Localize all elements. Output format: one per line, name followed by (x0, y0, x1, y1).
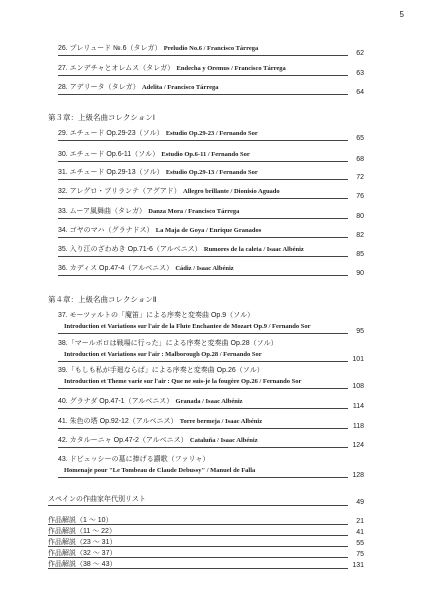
toc-entry-35[interactable] (58, 245, 364, 259)
entry-latin-title: Danza Mora / Francisco Tárrega (148, 208, 240, 215)
entry-page: 76 (356, 193, 364, 200)
entry-latin-title: Preludio No.6 / Francisco Tárrega (163, 45, 259, 52)
leader-rule (58, 94, 348, 95)
entry-latin-title: Estudio Op.6-11 / Fernando Sor (161, 151, 250, 158)
leader-rule (48, 546, 348, 547)
entry-latin-title: Granada / Isaac Albéniz (175, 398, 243, 405)
leader-rule (58, 477, 348, 478)
entry-page: 49 (356, 499, 364, 506)
commentary-entry[interactable] (48, 537, 364, 548)
entry-page: 124 (352, 442, 364, 449)
entry-page: 95 (356, 328, 364, 335)
toc-entry-37[interactable] (58, 311, 364, 335)
toc-entry-42[interactable] (58, 436, 364, 450)
entry-title: 40. グラナダ Op.47-1（アルベニス） (58, 398, 174, 405)
toc-entry-40[interactable] (58, 397, 364, 411)
toc-entry-27[interactable] (58, 64, 364, 78)
leader-rule (58, 198, 348, 199)
entry-latin-title: Estudio Op.29-13 / Fernando Sor (165, 169, 258, 176)
leader-rule (58, 256, 348, 257)
toc-entry-38[interactable] (58, 339, 364, 363)
entry-title: 30. エチュード Op.6-11（ソル） (58, 151, 160, 158)
entry-title: 作品解説（11 ～ 22） (48, 528, 116, 535)
entry-page: 118 (352, 423, 364, 430)
leader-rule (48, 524, 348, 525)
entry-title: 28. アデリータ（タレガ） (58, 84, 140, 91)
entry-title: 36. カディス Op.47-4（アルベニス） (58, 265, 174, 272)
toc-entry-28[interactable] (58, 83, 364, 97)
entry-page: 55 (356, 540, 364, 547)
leader-rule (58, 333, 348, 334)
entry-title: 39.「もしも私が手廻ならば」による序奏と変奏曲 Op.26（ソル） (58, 367, 264, 374)
toc-entry-39[interactable] (58, 366, 364, 390)
entry-title: 29. エチュード Op.29-23（ソル） (58, 130, 164, 137)
entry-latin-title: Endecha y Oremus / Francisco Tárrega (176, 65, 286, 72)
entry-page: 114 (352, 403, 364, 410)
entry-page: 80 (356, 213, 364, 220)
leader-rule (48, 557, 348, 558)
leader-rule (58, 388, 348, 389)
entry-page: 131 (352, 562, 364, 569)
leader-rule (58, 179, 348, 180)
entry-page: 82 (356, 232, 364, 239)
entry-page: 108 (352, 383, 364, 390)
entry-latin-title: Estudio Op.29-23 / Fernando Sor (165, 130, 258, 137)
toc-entry-26[interactable] (58, 44, 364, 58)
leader-rule (58, 447, 348, 448)
entry-page: 68 (356, 156, 364, 163)
leader-rule (58, 275, 348, 276)
entry-title: 作品解説（38 ～ 43） (48, 561, 117, 568)
entry-page: 101 (352, 356, 364, 363)
entry-title: スペインの作曲家年代別リスト (48, 496, 146, 503)
entry-page: 65 (356, 135, 364, 142)
leader-rule (58, 237, 348, 238)
toc-entry-34[interactable] (58, 226, 364, 240)
entry-title: 41. 朱色の塔 Op.92-12（アルベニス） (58, 418, 178, 425)
toc-entry-33[interactable] (58, 207, 364, 221)
entry-latin-title: Introduction et Variations sur l'air de la Flute Enchantee de Mozart Op.9 / Fernando Sor (64, 323, 311, 330)
entry-page: 62 (356, 50, 364, 57)
commentary-entry[interactable] (48, 559, 364, 570)
entry-title: 作品解説（23 ～ 31） (48, 539, 117, 546)
entry-latin-title: Cádiz / Isaac Albéniz (175, 265, 234, 272)
entry-title: 43. ドビュッシーの墓に捧げる讃歌（ファリャ） (58, 456, 210, 463)
chapter-4-heading: 第４章：上級名曲コレクションⅡ (48, 295, 157, 304)
chapter-3-heading: 第３章：上級名曲コレクションⅠ (48, 113, 155, 122)
entry-page: 85 (356, 251, 364, 258)
leader-rule (58, 428, 348, 429)
leader-rule (48, 535, 348, 536)
toc-entry-29[interactable] (58, 129, 364, 143)
entry-page: 90 (356, 270, 364, 277)
entry-latin-title: Allegro brillante / Dionisio Aguado (183, 188, 280, 195)
entry-title: 38.「マールボロは戦場に行った」による序奏と変奏曲 Op.28（ソル） (58, 340, 278, 347)
entry-page: 64 (356, 89, 364, 96)
entry-page: 41 (356, 529, 364, 536)
entry-title: 31. エチュード Op.29-13（ソル） (58, 169, 164, 176)
entry-latin-title: Cataluña / Isaac Albéniz (189, 437, 258, 444)
commentary-entry[interactable] (48, 515, 364, 526)
entry-latin-title: La Maja de Goya / Enrique Granados (155, 227, 262, 234)
leader-rule (48, 505, 348, 506)
leader-rule (58, 140, 348, 141)
leader-rule (48, 568, 348, 569)
entry-page: 75 (356, 551, 364, 558)
leader-rule (58, 218, 348, 219)
entry-page: 72 (356, 174, 364, 181)
entry-latin-title: Torre bermeja / Isaac Albéniz (179, 418, 263, 425)
composer-list-entry[interactable] (48, 494, 364, 508)
toc-entry-32[interactable] (58, 187, 364, 201)
entry-title: 42. カタルーニャ Op.47-2（アルベニス） (58, 437, 188, 444)
leader-rule (58, 55, 348, 56)
leader-rule (58, 161, 348, 162)
entry-latin-title: Introduction et Theme varie sur l'air : Que ne suis-je la fougère Op.26 / Fernando Sor (64, 378, 302, 385)
toc-entry-30[interactable] (58, 150, 364, 164)
entry-latin-title: Rumores de la caleta / Isaac Albéniz (203, 246, 304, 253)
page-number: 5 (399, 10, 404, 19)
leader-rule (58, 361, 348, 362)
entry-page: 21 (356, 518, 364, 525)
entry-title: 26. プレリュード №.6（タレガ） (58, 45, 162, 52)
entry-title: 33. ムーア風舞曲（タレガ） (58, 208, 147, 215)
commentary-entry[interactable] (48, 548, 364, 559)
entry-title: 27. エンデチャとオレムス（タレガ） (58, 65, 175, 72)
entry-title: 作品解説（1 ～ 10） (48, 517, 113, 524)
entry-title: 35. 入り江のざわめき Op.71-6（アルベニス） (58, 246, 202, 253)
toc-entry-31[interactable] (58, 168, 364, 182)
entry-page: 63 (356, 70, 364, 77)
entry-latin-title: Homenaje pour "Le Tombeau de Claude Debussy" / Manuel de Falla (64, 467, 256, 474)
entry-title: 34. ゴヤのマハ（グラナドス） (58, 227, 154, 234)
entry-page: 128 (352, 472, 364, 479)
entry-title: 32. アレグロ・ブリランテ（アグアド） (58, 188, 181, 195)
leader-rule (58, 75, 348, 76)
entry-title: 37. モーツァルトの「魔笛」による序奏と変奏曲 Op.9（ソル） (58, 312, 255, 319)
toc-entry-43[interactable] (58, 455, 364, 479)
entry-latin-title: Introduction et Variations sur l'air : Malborough Op.28 / Fernando Sor (64, 351, 262, 358)
toc-entry-36[interactable] (58, 264, 364, 278)
entry-latin-title: Adelita / Francisco Tárrega (141, 84, 219, 91)
commentary-entry[interactable] (48, 526, 364, 537)
toc-entry-41[interactable] (58, 417, 364, 431)
leader-rule (58, 408, 348, 409)
entry-title: 作品解説（32 ～ 37） (48, 550, 117, 557)
